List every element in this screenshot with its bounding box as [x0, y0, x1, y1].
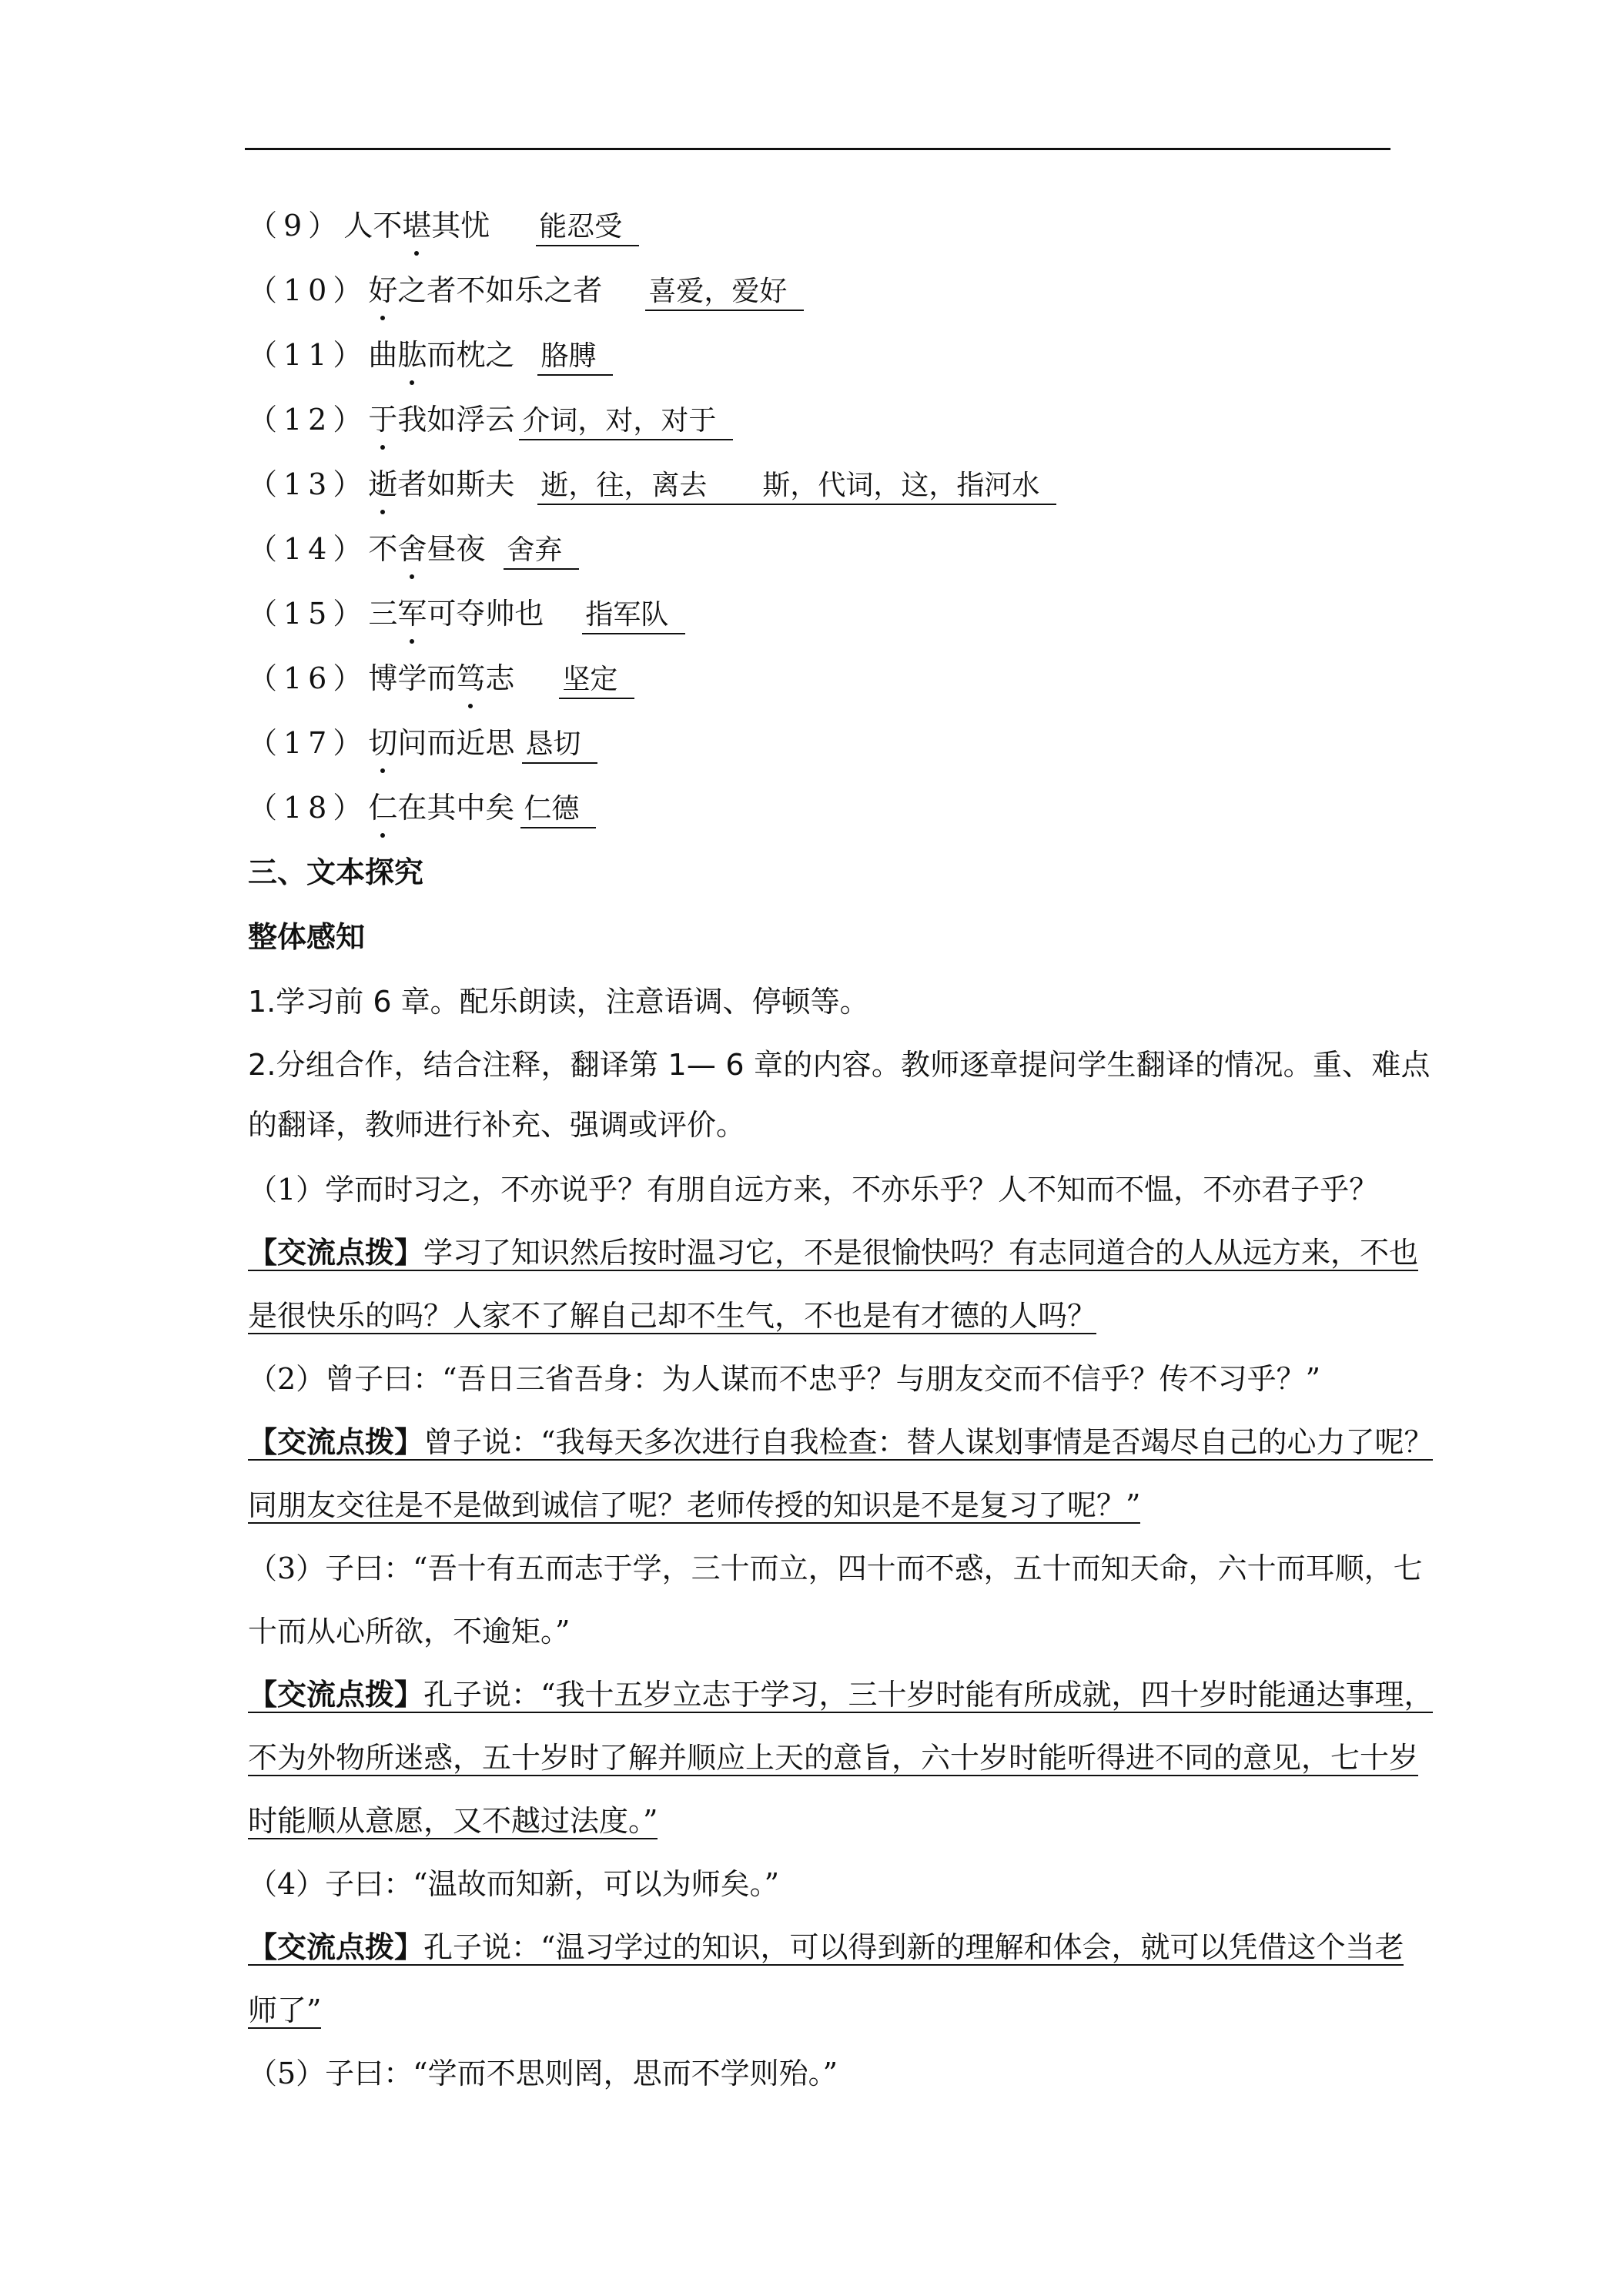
chapter-quote: （2）曾子曰：“吾日三省吾身：为人谋而不忠乎？与朋友交而不信乎？传不习乎？”	[248, 1362, 1321, 1396]
tip-line	[248, 1297, 1096, 1335]
vocab-text: 昼夜	[427, 532, 486, 566]
vocab-answer: 坚定	[559, 662, 634, 699]
vocab-number: （9）	[248, 209, 344, 243]
vocab-item	[248, 530, 579, 570]
tip-text: 学习了知识然后按时温习它，不是很愉快吗？有志同道合的人从远方来，不也	[423, 1236, 1419, 1270]
tip-text: 师了”	[248, 1993, 322, 2027]
subsection-title: 整体感知	[248, 920, 366, 954]
tip-text: 孔子说：“温习学过的知识，可以得到新的理解和体会，就可以凭借这个当老	[423, 1930, 1404, 1964]
vocab-answer: 仁德	[520, 792, 596, 828]
vocab-text: 曲	[368, 338, 398, 372]
chapter-quote: （1）学而时习之，不亦说乎？有朋自远方来，不亦乐乎？人不知而不愠，不亦君子乎？	[248, 1173, 1379, 1207]
vocab-dotted-char: 于	[368, 400, 397, 439]
vocab-text: 人不	[343, 209, 403, 243]
tip-label: 【交流点拨】	[248, 1678, 424, 1712]
vocab-dotted-char: 军	[397, 594, 427, 633]
vocab-number: （11）	[248, 338, 369, 372]
step-text: 的翻译，教师进行补充、强调或评价。	[248, 1108, 746, 1142]
vocab-text: 者如斯夫	[397, 467, 515, 501]
vocab-answer: 胳膊	[537, 339, 613, 376]
vocab-text: 三	[368, 597, 398, 631]
vocab-text: 博学而	[368, 661, 457, 695]
vocab-dotted-char: 堪	[402, 206, 431, 245]
tip-line	[248, 1233, 1418, 1272]
step-text: 2.分组合作，结合注释，翻译第 1— 6 章的内容。教师逐章提问学生翻译的情况。重、难点	[248, 1048, 1431, 1082]
tip-text: 是很快乐的吗？人家不了解自己却不生气，不也是有才德的人吗？	[248, 1299, 1097, 1333]
vocab-dotted-char: 舍	[397, 530, 427, 568]
tip-label: 【交流点拨】	[248, 1236, 424, 1270]
vocab-text: 我如浮云	[397, 403, 515, 437]
vocab-dotted-char: 肱	[397, 336, 427, 374]
chapter-quote: （3）子曰：“吾十有五而志于学，三十而立，四十而不惑，五十而知天命，六十而耳顺，七	[248, 1551, 1423, 1585]
step-text: 1.学习前 6 章。配乐朗读，注意语调、停顿等。	[248, 985, 869, 1019]
vocab-text: 不	[368, 532, 398, 566]
tip-label: 【交流点拨】	[248, 1425, 424, 1459]
vocab-text: 问而近思	[397, 726, 515, 760]
vocab-text: 在其中矣	[397, 791, 515, 825]
vocab-dotted-char: 逝	[368, 465, 397, 504]
tip-line	[248, 1739, 1418, 1777]
vocab-item	[248, 400, 733, 440]
vocab-answer: 喜爱，爱好	[645, 274, 804, 311]
vocab-item	[248, 206, 639, 246]
chapter-quote: （5）子曰：“学而不思则罔，思而不学则殆。”	[248, 2057, 838, 2090]
tip-text: 不为外物所迷惑，五十岁时了解并顺应上天的意旨，六十岁时能听得进不同的意见，七十岁	[248, 1741, 1419, 1775]
vocab-text: 而枕之	[427, 338, 515, 372]
vocab-dotted-char: 好	[368, 271, 397, 310]
vocab-dotted-char: 笃	[456, 659, 485, 698]
vocab-number: （13）	[248, 467, 369, 501]
vocab-text: 可夺帅也	[427, 597, 544, 631]
tip-line	[248, 1928, 1404, 1966]
vocab-dotted-char: 仁	[368, 788, 397, 827]
vocab-number: （10）	[248, 273, 369, 307]
vocab-item	[248, 465, 1056, 505]
vocab-answer: 恳切	[522, 727, 597, 764]
vocab-answer: 舍弃	[504, 533, 579, 570]
vocab-number: （15）	[248, 597, 369, 631]
vocab-item	[248, 659, 634, 699]
vocab-item	[248, 271, 804, 311]
vocab-item	[248, 724, 597, 764]
vocab-number: （14）	[248, 532, 369, 566]
vocab-text: 其忧	[431, 209, 490, 243]
tip-text: 时能顺从意愿，又不越过法度。”	[248, 1804, 658, 1838]
vocab-item	[248, 788, 596, 828]
vocab-dotted-char: 切	[368, 724, 397, 762]
tip-line	[248, 1675, 1433, 1714]
vocab-text: 之者不如乐之者	[397, 273, 603, 307]
chapter-quote: 十而从心所欲，不逾矩。”	[248, 1615, 571, 1648]
tip-label: 【交流点拨】	[248, 1930, 424, 1964]
chapter-quote: （4）子曰：“温故而知新，可以为师矣。”	[248, 1867, 780, 1901]
tip-line	[248, 1423, 1433, 1461]
section-title: 三、文本探究	[248, 855, 424, 889]
vocab-text: 志	[485, 661, 515, 695]
tip-line	[248, 1486, 1140, 1525]
vocab-number: （18）	[248, 791, 369, 825]
vocab-answer: 逝，往，离去 斯，代词，这，指河水	[537, 468, 1056, 505]
vocab-answer: 介词，对，对于	[519, 403, 733, 440]
vocab-number: （17）	[248, 726, 369, 760]
vocab-number: （16）	[248, 661, 369, 695]
vocab-number: （12）	[248, 403, 369, 437]
tip-line	[248, 1802, 658, 1840]
tip-text: 孔子说：“我十五岁立志于学习，三十岁时能有所成就，四十岁时能通达事理，	[423, 1678, 1434, 1712]
header-rule	[245, 148, 1390, 150]
vocab-item	[248, 336, 613, 376]
vocab-answer: 指军队	[582, 597, 685, 634]
vocab-item	[248, 594, 685, 634]
vocab-answer: 能忍受	[536, 209, 639, 246]
tip-text: 同朋友交往是不是做到诚信了呢？老师传授的知识是不是复习了呢？”	[248, 1488, 1141, 1522]
tip-line	[248, 1991, 321, 2030]
tip-text: 曾子说：“我每天多次进行自我检查：替人谋划事情是否竭尽自己的心力了呢？	[423, 1425, 1434, 1459]
